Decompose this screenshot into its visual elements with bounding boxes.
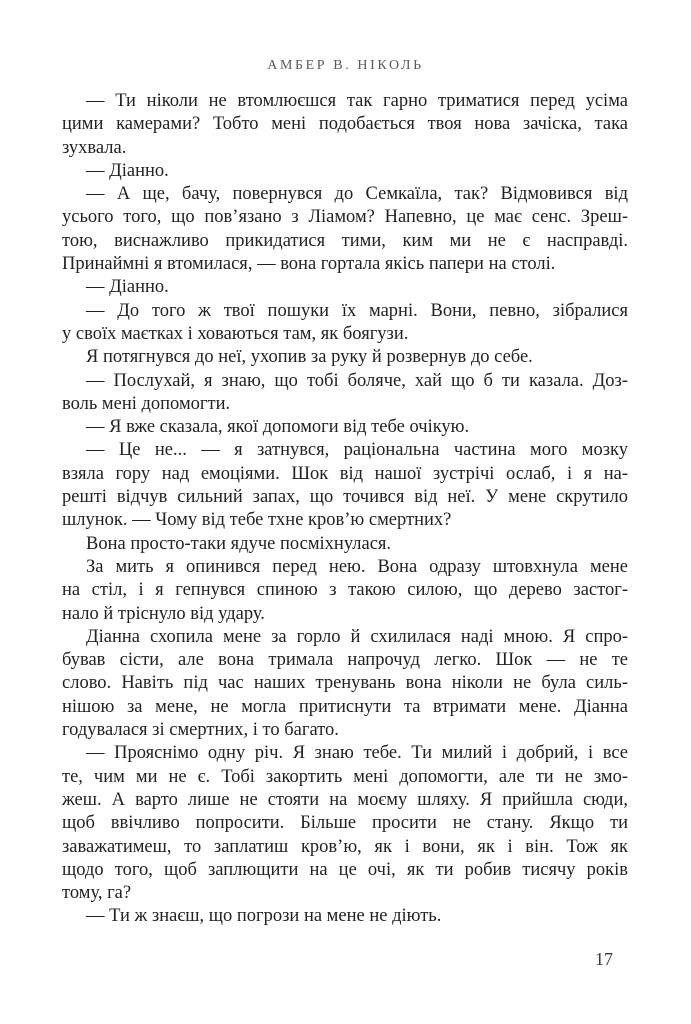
text-line: — Послухай, я знаю, що тобі боляче, хай що б ти казала. Доз-	[86, 370, 628, 391]
text-line: — А ще, бачу, повернувся до Семкаїла, так? Відмовився від	[86, 184, 628, 205]
text-line: зухвала.	[62, 137, 127, 158]
text-line: Принаймні я втомилася, — вона гортала якісь папери на столі.	[62, 254, 556, 275]
text-line: щоб ввічливо попросити. Більше просити не стану. Якщо ти	[62, 813, 628, 834]
paragraph	[62, 370, 628, 417]
text-line: бував сісти, але вона тримала напрочуд легко. Шок — не те	[62, 650, 628, 671]
text-line: нало й тріснуло від удару.	[62, 603, 265, 624]
text-line: взяла гору над емоціями. Шок від нашої зустрічі ослаб, і я на-	[62, 463, 628, 484]
paragraph	[62, 626, 628, 742]
text-line: Вона просто-таки ядуче посміхнулася.	[86, 533, 392, 554]
text-line: тою, виснажливо прикидатися тими, ким ми не є насправді.	[62, 230, 628, 251]
paragraph	[62, 300, 628, 347]
text-line: — Діанно.	[86, 277, 169, 298]
paragraph	[62, 416, 628, 439]
paragraph	[62, 160, 628, 183]
text-line: воль мені допомогти.	[62, 393, 231, 414]
text-line: тому, га?	[62, 883, 132, 904]
paragraph	[62, 346, 628, 369]
paragraph	[62, 439, 628, 532]
text-line: — Прояснімо одну річ. Я знаю тебе. Ти милий і добрий, і все	[86, 743, 628, 764]
running-header-author: АМБЕР В. НІКОЛЬ	[267, 58, 424, 73]
text-line: — Ти ніколи не втомлюєшся так гарно триматися перед усіма	[86, 91, 628, 111]
text-line: жеш. А варто лише не стояти на моєму шляху. Я прийшла сюди,	[62, 789, 628, 810]
paragraph	[62, 183, 628, 276]
text-line: те, чим ми не є. Тобі закортить мені допомогти, але ти не змо-	[62, 766, 628, 787]
text-line: годувалася зі смертних, і то багато.	[62, 720, 339, 741]
paragraph	[62, 905, 628, 928]
paragraph	[62, 556, 628, 626]
text-line: заважатимеш, то заплатиш кров’ю, як і вони, як і він. Тож як	[62, 836, 628, 857]
text-line: За мить я опинився перед нею. Вона одразу штовхнула мене	[86, 556, 628, 577]
text-line: у своїх маєтках і ховаються там, як боягузи.	[62, 323, 409, 344]
text-line: усього того, що пов’язано з Ліамом? Напевно, це має сенс. Зреш-	[62, 207, 628, 228]
paragraph	[62, 276, 628, 299]
page-number: 17	[595, 949, 613, 969]
text-line: — Це не... — я затнувся, раціональна частина мого мозку	[86, 440, 628, 461]
text-line: Діанна схопила мене за горло й схилилася наді мною. Я спро-	[86, 626, 628, 647]
text-line: — Ти ж знаєш, що погрози на мене не діють.	[86, 906, 442, 927]
paragraph	[62, 533, 628, 556]
text-line: — До того ж твої пошуки їх марні. Вони, певно, зібралися	[86, 300, 628, 321]
paragraph	[62, 742, 628, 905]
text-line: цими камерами? Тобто мені подобається твоя нова зачіска, така	[62, 114, 628, 135]
text-line: — Я вже сказала, якої допомоги від тебе очікую.	[86, 417, 470, 438]
text-line: щодо того, щоб заплющити на це очі, як ти робив тисячу років	[62, 859, 628, 880]
page-text	[62, 90, 628, 929]
text-line: решті відчув сильний запах, що точився від неї. У мене скрутило	[62, 487, 628, 508]
text-line: нішою за мене, не могла притиснути та втримати мене. Діанна	[62, 696, 628, 717]
paragraph	[62, 90, 628, 160]
text-line: слово. Навіть під час наших тренувань вона ніколи не була силь-	[62, 673, 628, 694]
text-line: шлунок. — Чому від тебе тхне кров’ю смертних?	[62, 510, 452, 531]
text-line: на стіл, і я гепнувся спиною з такою силою, що дерево застог-	[62, 580, 628, 601]
text-line: Я потягнувся до неї, ухопив за руку й розвернув до себе.	[86, 347, 533, 368]
text-line: — Діанно.	[86, 160, 169, 181]
